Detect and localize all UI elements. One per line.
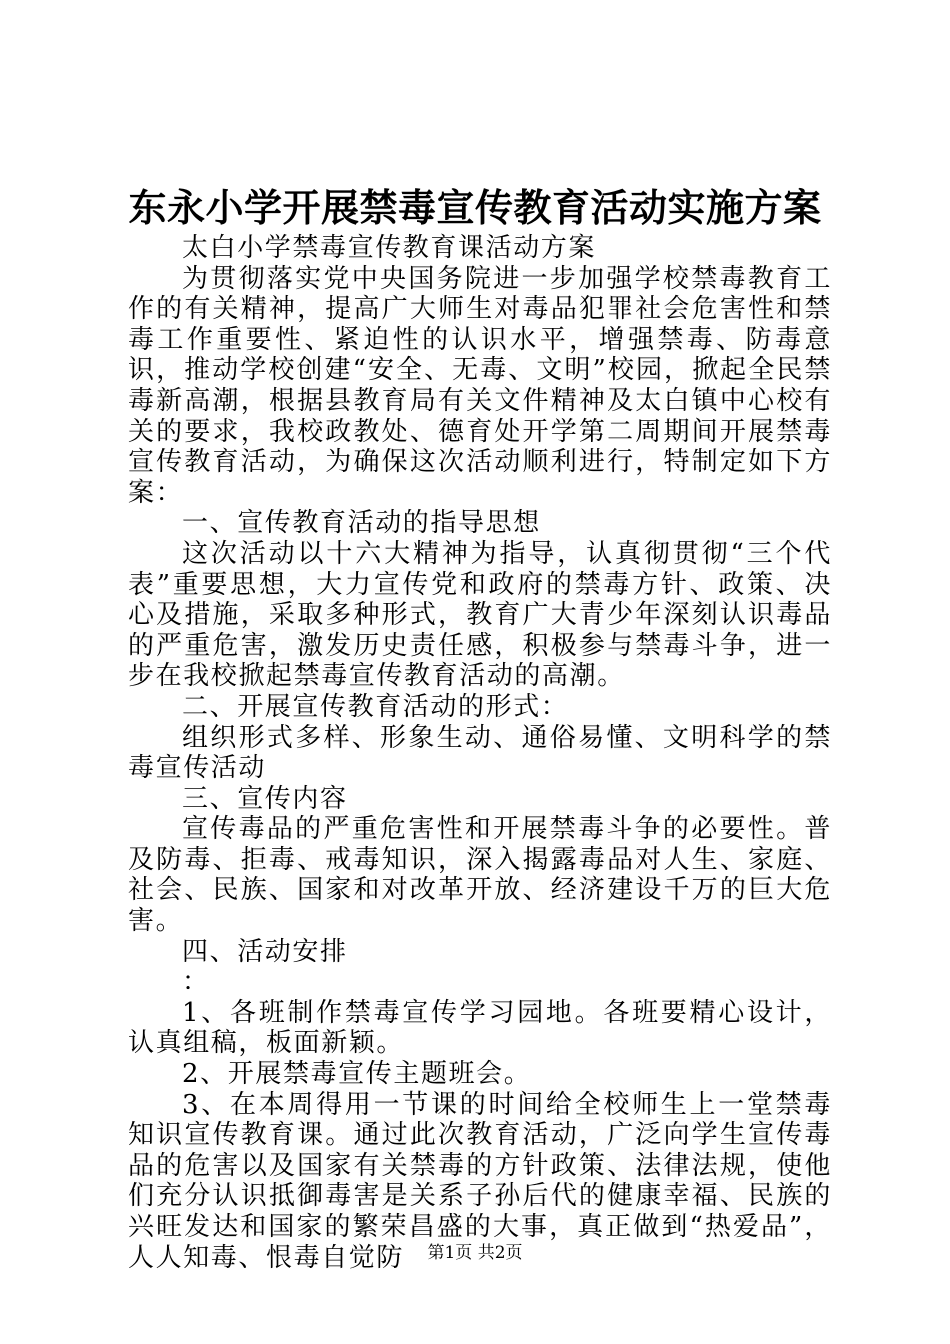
section-2-paragraph: 组织形式多样、形象生动、通俗易懂、文明科学的禁毒宣传活动 (128, 722, 832, 784)
subtitle-paragraph: 太白小学禁毒宣传教育课活动方案 (182, 233, 597, 263)
document-body (128, 233, 832, 1273)
list-item-3: 3、在本周得用一节课的时间给全校师生上一堂禁毒知识宣传教育课。通过此次教育活动，广泛向学生宣传毒品的危害以及国家有关禁毒的方针政策、法律法规，使他们充分认识抵御毒害是关系子孙后代的健康幸福、民族的兴旺发达和国家的繁荣昌盛的大事，真正做到“热爱品”，人人知毒、恨毒自觉防 (128, 1089, 832, 1273)
list-item-2: 2、开展禁毒宣传主题班会。 (182, 1059, 532, 1090)
section-heading-2: 二、开展宣传教育活动的形式： (182, 691, 569, 722)
section-heading-1: 一、宣传教育活动的指导思想 (182, 508, 541, 539)
intro-paragraph: 为贯彻落实党中央国务院进一步加强学校禁毒教育工作的有关精神，提高广大师生对毒品犯罪社会危害性和禁毒工作重要性、紧迫性的认识水平，增强禁毒、防毒意识，推动学校创建“安全、无毒、文明”校园，掀起全民禁毒新高潮，根据县教育局有关文件精神及太白镇中心校有关的要求，我校政教处、德育处开学第二周期间开展禁毒宣传教育活动，为确保这次活动顺利进行，特制定如下方案： (128, 263, 832, 508)
document-title: 东永小学开展禁毒宣传教育活动实施方案 (128, 185, 822, 230)
colon-line: ： (182, 967, 210, 998)
section-heading-4: 四、活动安排 (182, 936, 348, 967)
page-footer: 第1页 共2页 (427, 1243, 523, 1263)
section-heading-3: 三、宣传内容 (182, 783, 348, 814)
list-item-1: 1、各班制作禁毒宣传学习园地。各班要精心设计，认真组稿，板面新颖。 (128, 997, 832, 1059)
section-1-paragraph: 这次活动以十六大精神为指导，认真彻贯彻“三个代表”重要思想，大力宣传党和政府的禁毒方针、政策、决心及措施，采取多种形式，教育广大青少年深刻认识毒品的严重危害，激发历史责任感，积极参与禁毒斗争，进一步在我校掀起禁毒宣传教育活动的高潮。 (128, 538, 832, 692)
section-3-paragraph: 宣传毒品的严重危害性和开展禁毒斗争的必要性。普及防毒、拒毒、戒毒知识，深入揭露毒品对人生、家庭、社会、民族、国家和对改革开放、经济建设千万的巨大危害。 (128, 814, 832, 937)
